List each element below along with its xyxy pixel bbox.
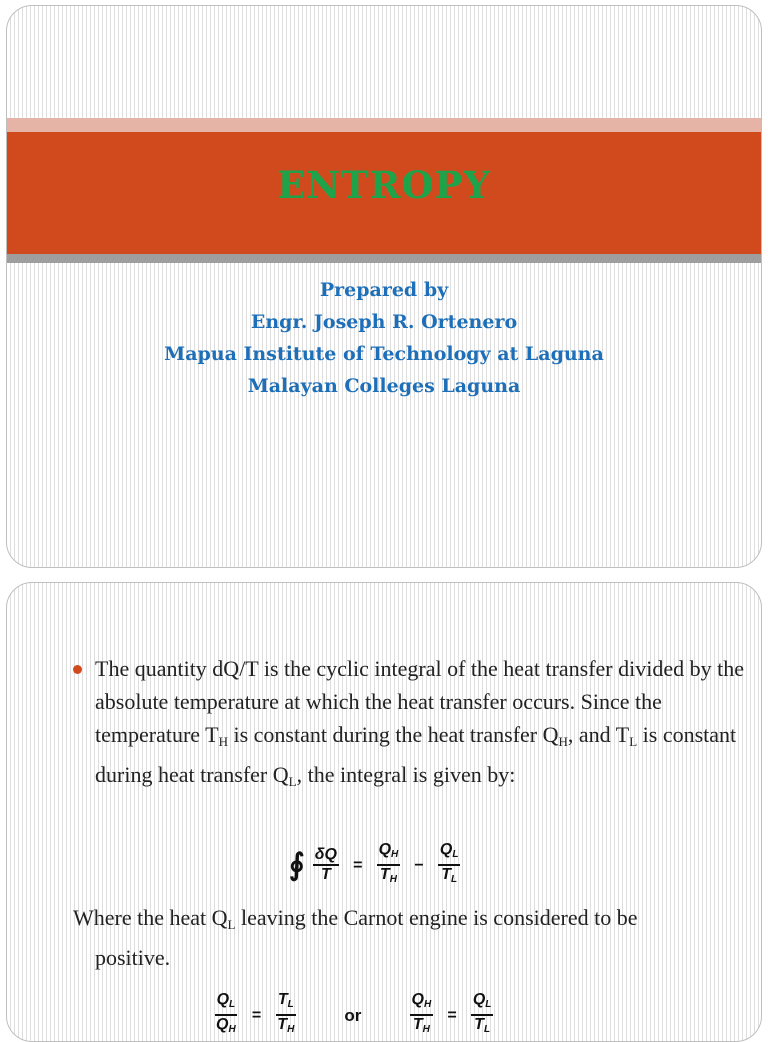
contour-integral-symbol: ∮ xyxy=(289,848,305,882)
slide-title: ENTROPY xyxy=(277,163,491,207)
subtitle-line-author: Engr. Joseph R. Ortenero xyxy=(250,311,518,333)
fraction-tl-over-th: $\frac{T_L}{T_H}$ xyxy=(277,991,295,1035)
slide-subtitle xyxy=(7,274,761,402)
equation-carnot-ratio: $\frac{Q_L}{Q_H}$ = $\frac{T_L}{T_H}$ or $\frac{Q_H}{T_H}$ = $\frac{Q_L}{T_L}$ xyxy=(212,991,495,1039)
fraction-ql-over-tl: $\frac{Q_L}{T_L}$ xyxy=(439,841,459,885)
content-slide xyxy=(6,582,762,1042)
or-label: or xyxy=(344,1005,362,1025)
fraction-ql-over-qh: $\frac{Q_L}{Q_H}$ xyxy=(216,991,236,1035)
title-band-bottom xyxy=(7,254,761,263)
bullet-dot-icon xyxy=(73,665,82,674)
fraction-ql-over-tl-2: $\frac{Q_L}{T_L}$ xyxy=(472,991,492,1035)
paragraph-heat-leaving: Where the heat $Q_L$ leaving the Carnot engine is considered to be positive. xyxy=(73,905,638,970)
fraction-qh-over-th-2: $\frac{Q_H}{T_H}$ xyxy=(411,991,432,1035)
subtitle-line-college: Malayan Colleges Laguna xyxy=(247,375,521,397)
subtitle-line-prepared-by: Prepared by xyxy=(319,279,449,301)
slide-body xyxy=(7,583,761,1041)
fraction-qh-over-th: $\frac{Q_H}{T_H}$ xyxy=(378,841,399,885)
title-band-top xyxy=(7,118,761,132)
fraction-dq-over-t: $\frac{\delta Q}{T}$ xyxy=(314,846,337,883)
subtitle-line-institute: Mapua Institute of Technology at Laguna xyxy=(164,343,604,365)
bullet-paragraph: The quantity dQ/T is the cyclic integral of the heat transfer divided by the absolute temperature at which the heat transfer occurs. Since the temperature $T_H$ is constant during the heat transfer $Q_H$, and $T_L$ is constant during heat transfer $Q_L$, the integral is given by: xyxy=(95,656,744,789)
equation-cyclic-integral: ∮ $\frac{\delta Q}{T}$ = $\frac{Q_H}{T_H}$ − $\frac{Q_L}{T_L}$ xyxy=(289,841,462,889)
title-slide xyxy=(6,5,762,568)
